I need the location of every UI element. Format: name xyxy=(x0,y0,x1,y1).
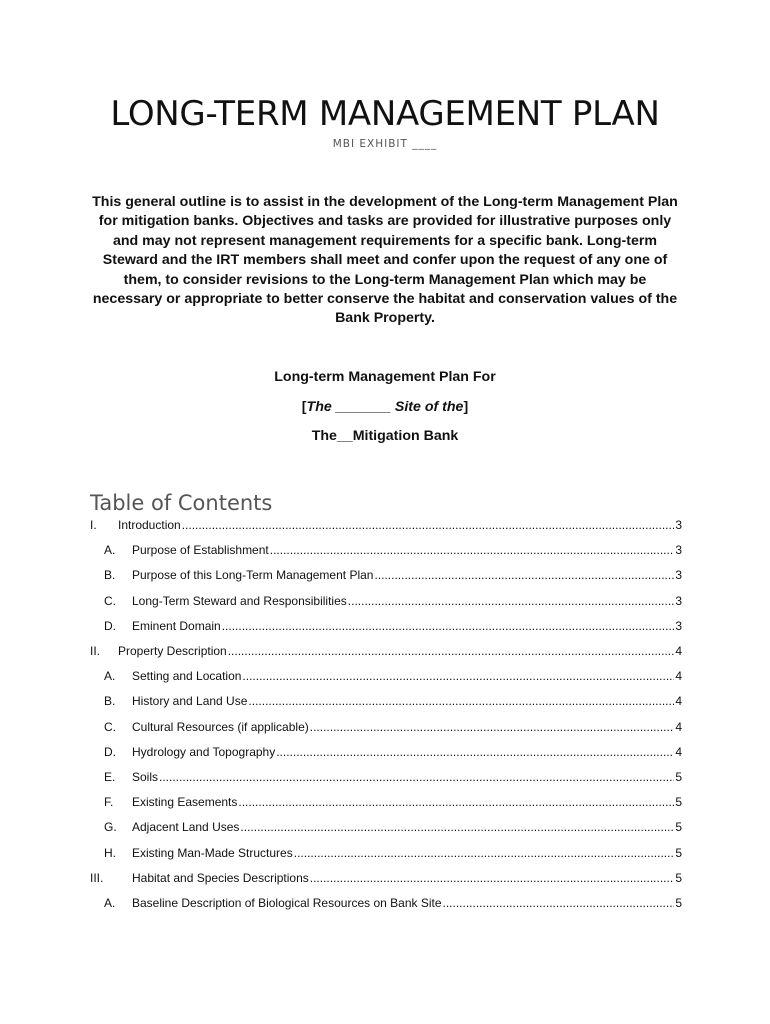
toc-entry[interactable] xyxy=(90,669,682,689)
toc-entry-number: D. xyxy=(104,744,116,759)
toc-entry-title: Property Description xyxy=(118,644,227,658)
toc-entry-page: 4 xyxy=(675,744,682,759)
toc-entry-number: A. xyxy=(104,896,116,910)
toc-entry-title: Habitat and Species Descriptions xyxy=(132,870,309,885)
toc-leader-dots xyxy=(182,518,675,532)
exhibit-label: MBI EXHIBIT ____ xyxy=(332,138,438,150)
toc-entry[interactable] xyxy=(90,694,682,714)
toc-entry-number: E. xyxy=(104,770,116,784)
toc-entry-page: 3 xyxy=(675,543,682,558)
toc-entry-title: Introduction xyxy=(118,518,181,532)
toc-entry-number: F. xyxy=(104,795,114,810)
toc-leader-dots xyxy=(240,820,674,834)
intro-paragraph: This general outline is to assist in the development of the Long-term Management Plan for mitigation banks. Objectives and tasks are provided for illustrative purposes only and may not represent management requirements for a specific bank. Long-term Steward and the IRT members shall meet and confer upon the request of any one of them, to consider revisions to the Long-term Management Plan which may be necessary or appropriate to better conserve the habitat and conservation values of the Bank Property. xyxy=(92,194,678,327)
toc-entry-title: Cultural Resources (if applicable) xyxy=(132,719,309,734)
toc-entry[interactable] xyxy=(90,594,682,614)
toc-entry-title: Baseline Description of Biological Resources on Bank Site xyxy=(132,896,442,910)
toc-entry-number: II. xyxy=(90,644,101,658)
toc-entry-number: D. xyxy=(104,618,116,633)
site-name-line xyxy=(0,399,770,415)
toc-leader-dots xyxy=(270,543,675,557)
toc-entry[interactable] xyxy=(90,820,682,840)
toc-entry[interactable] xyxy=(90,896,682,916)
toc-entry-page: 5 xyxy=(675,770,682,784)
toc-entry-page: 4 xyxy=(675,644,682,658)
site-open-bracket: [ xyxy=(301,399,307,415)
toc-heading: Table of Contents xyxy=(90,491,273,515)
toc-leader-dots xyxy=(242,669,674,683)
toc-entry[interactable] xyxy=(90,770,682,790)
toc-entry-page: 4 xyxy=(675,669,682,684)
site-close-bracket: ] xyxy=(463,399,469,415)
toc-entry-title: Long-Term Steward and Responsibilities xyxy=(132,593,347,608)
toc-entry-page: 3 xyxy=(675,518,682,532)
toc-entry-title: Eminent Domain xyxy=(132,618,221,633)
toc-leader-dots xyxy=(248,694,674,708)
site-name-italic: The _______ Site of the xyxy=(306,399,464,415)
toc-entry[interactable] xyxy=(90,846,682,866)
toc-entry-title: Existing Man-Made Structures xyxy=(132,845,293,860)
toc-entry[interactable] xyxy=(90,543,682,563)
toc-entry-title: Adjacent Land Uses xyxy=(132,820,240,835)
toc-entry[interactable] xyxy=(90,795,682,815)
toc-leader-dots xyxy=(159,770,674,784)
toc-entry[interactable] xyxy=(90,720,682,740)
toc-entry-number: H. xyxy=(104,845,116,860)
toc-entry-title: Existing Easements xyxy=(132,795,238,810)
toc-entry-number: C. xyxy=(104,719,116,734)
toc-entry[interactable] xyxy=(90,745,682,765)
toc-leader-dots xyxy=(310,871,675,885)
toc-leader-dots xyxy=(348,594,675,608)
toc-entry-number: A. xyxy=(104,669,116,684)
plan-for-heading: Long-term Management Plan For xyxy=(274,369,496,385)
toc-entry-number: B. xyxy=(104,568,116,583)
toc-entry-number: III. xyxy=(90,870,104,885)
toc-leader-dots xyxy=(374,568,674,582)
document-title: LONG-TERM MANAGEMENT PLAN xyxy=(110,94,660,134)
toc-leader-dots xyxy=(310,720,675,734)
toc-entry[interactable] xyxy=(90,619,682,639)
toc-entry[interactable] xyxy=(90,644,682,664)
toc-entry-page: 5 xyxy=(675,795,682,810)
toc-leader-dots xyxy=(443,896,675,910)
toc-entry-page: 5 xyxy=(675,870,682,885)
toc-leader-dots xyxy=(228,644,675,658)
toc-entry-title: Purpose of this Long-Term Management Plan xyxy=(132,568,374,583)
toc-entry-number: A. xyxy=(104,543,116,558)
toc-entry-page: 3 xyxy=(675,593,682,608)
toc-entry-page: 5 xyxy=(675,896,682,910)
toc-entry-page: 5 xyxy=(675,820,682,835)
toc-entry-title: History and Land Use xyxy=(132,694,248,709)
toc-entry-page: 4 xyxy=(675,719,682,734)
toc-entry-number: B. xyxy=(104,694,116,709)
toc-leader-dots xyxy=(294,846,675,860)
toc-entry-title: Setting and Location xyxy=(132,669,242,684)
toc-leader-dots xyxy=(222,619,675,633)
toc-entry-number: I. xyxy=(90,518,97,532)
toc-entry[interactable] xyxy=(90,568,682,588)
toc-entry-page: 5 xyxy=(675,845,682,860)
toc-entry[interactable] xyxy=(90,518,682,538)
toc-entry-number: C. xyxy=(104,593,116,608)
toc-entry-title: Soils xyxy=(132,770,159,784)
toc-entry-page: 3 xyxy=(675,568,682,583)
toc-entry-number: G. xyxy=(104,820,117,835)
toc-entry[interactable] xyxy=(90,871,682,891)
toc-entry-title: Hydrology and Topography xyxy=(132,744,276,759)
toc-entry-page: 4 xyxy=(675,694,682,709)
toc-leader-dots xyxy=(238,795,674,809)
bank-name-line: The__Mitigation Bank xyxy=(311,428,459,444)
toc-entry-page: 3 xyxy=(675,618,682,633)
toc-leader-dots xyxy=(276,745,674,759)
toc-entry-title: Purpose of Establishment xyxy=(132,543,269,558)
